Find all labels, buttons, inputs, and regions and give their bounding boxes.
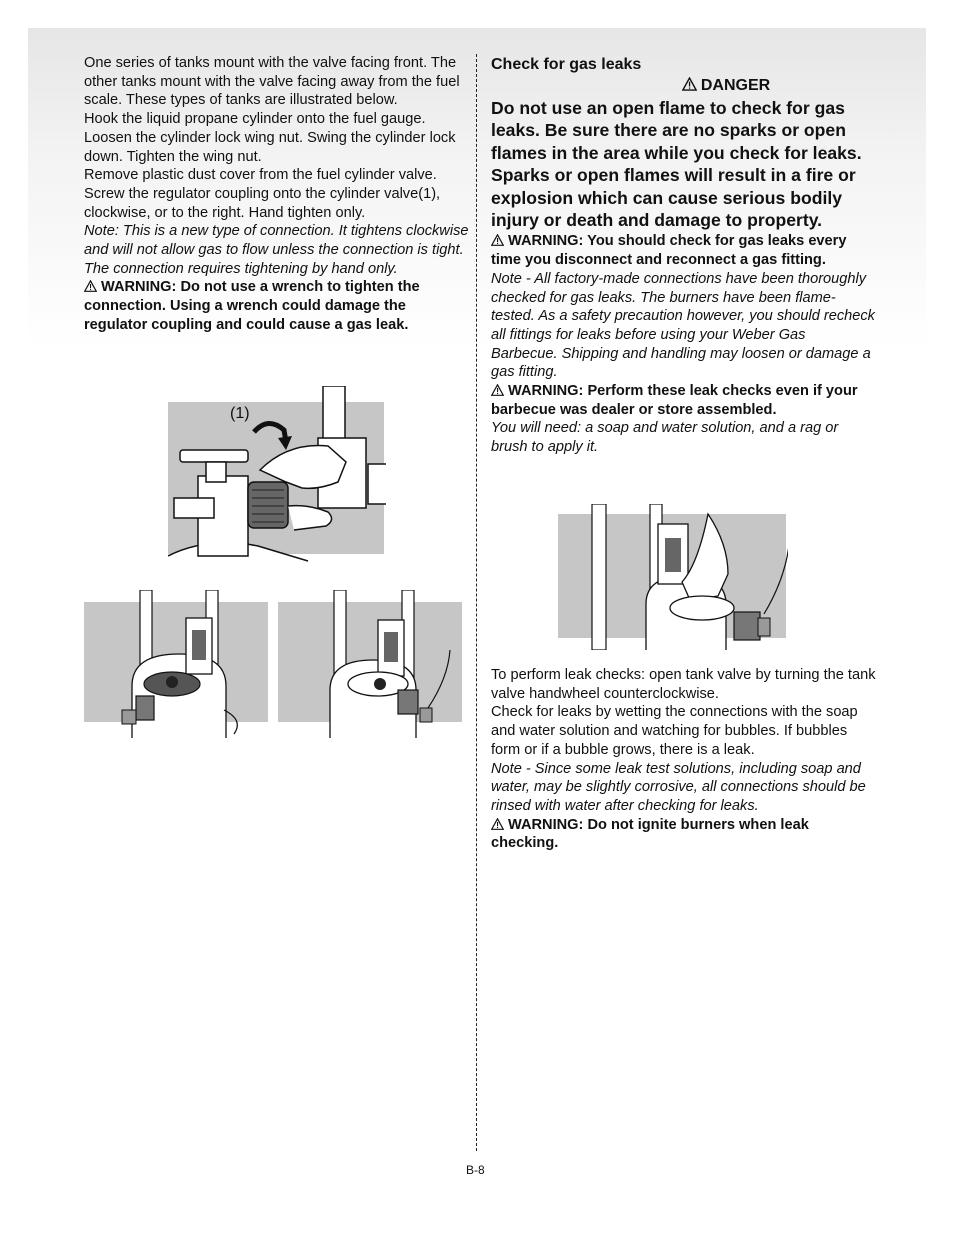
check-bubbles-paragraph: Check for leaks by wetting the connections with the soap and water solution and watching for bubbles. If bubbles form or if a bubble grows, there is a leak. [491,704,858,758]
gas-leaks-heading: Check for gas leaks [491,56,642,73]
reconnect-warning: WARNING: You should check for gas leaks every time you disconnect and reconnect a gas fitting. [491,233,847,269]
right-column [491,54,876,457]
leak-check-section [491,666,876,853]
factory-connections-note: Note - All factory-made connections have been thoroughly checked for gas leaks. The burners have been flame-tested. As a safety precaution however, you should recheck all fittings for leaks before using your Weber Gas Barbecue. Shipping and handling may loosen or damage a gas fitting. [491,270,875,381]
tank-valve-front-illustration [84,590,270,738]
dealer-assembled-warning: WARNING: Perform these leak checks even if your barbecue was dealer or store assembled. [491,383,858,418]
regulator-paragraph: Remove plastic dust cover from the fuel cylinder valve. Screw the regulator coupling onto the cylinder valve(1), clockwise, or to the right. Hand tighten only. [84,167,441,221]
ignite-burners-warning: WARNING: Do not ignite burners when leak checking. [491,816,809,852]
tank-valve-away-illustration [278,590,464,738]
warning-triangle-icon [491,818,504,830]
open-tank-valve-paragraph: To perform leak checks: open tank valve by turning the tank valve handwheel counterclockwise. [491,667,876,702]
figure-callout-1: (1) [230,405,250,422]
left-column [84,54,469,335]
connection-note: Note: This is a new type of connection. It tightens clockwise and will not allow gas to flow unless the connection is tight. The connection requires tightening by hand only. [84,223,469,277]
column-divider [476,54,477,1151]
hook-cylinder-paragraph: Hook the liquid propane cylinder onto the fuel gauge. Loosen the cylinder lock wing nut. Swing the cylinder lock down. Tighten the wing nut. [84,111,456,165]
warning-triangle-icon [682,77,697,91]
warning-triangle-icon [84,280,97,292]
hand-on-tank-valve-illustration [558,504,788,650]
corrosive-solution-note: Note - Since some leak test solutions, including soap and water, may be slightly corrosive, all connections should be rinsed with water after checking for leaks. [491,760,866,814]
hand-tightening-illustration [168,386,386,564]
warning-triangle-icon [491,384,504,396]
danger-label: DANGER [491,75,876,97]
wrench-warning: WARNING: Do not use a wrench to tighten the connection. Using a wrench could damage the regulator coupling and could cause a gas leak. [84,279,420,333]
intro-paragraph: One series of tanks mount with the valve facing front. The other tanks mount with the valve facing away from the fuel scale. These types of tanks are illustrated below. [84,55,460,109]
page-number: B-8 [466,1163,485,1177]
warning-triangle-icon [491,234,504,246]
danger-text: Do not use an open flame to check for gas leaks. Be sure there are no sparks or open flames in the area while you check for leaks. Sparks or open flames will result in a fire or explosion which can cause serious bodily injury or death and damage to property. [491,98,862,231]
supplies-needed: You will need: a soap and water solution, and a rag or brush to apply it. [491,420,839,456]
